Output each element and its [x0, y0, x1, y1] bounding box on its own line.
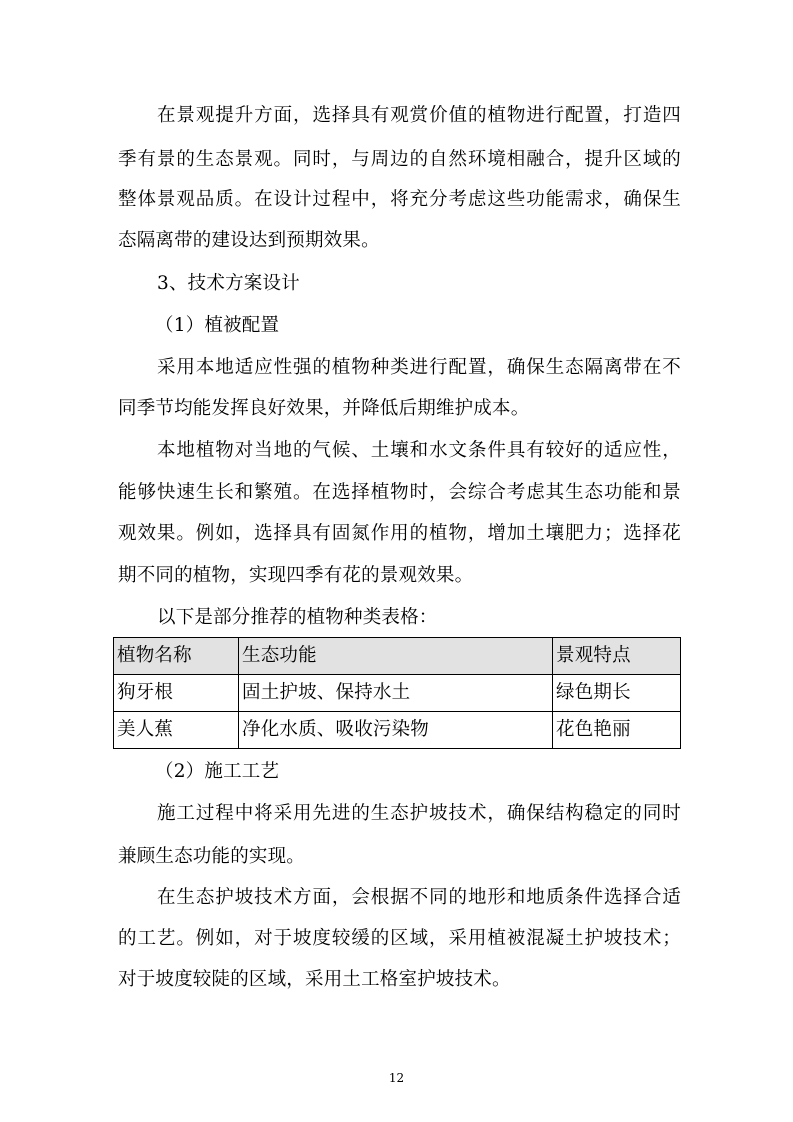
table-cell: 美人蕉: [114, 712, 239, 749]
table-cell: 固土护坡、保持水土: [239, 675, 553, 712]
paragraph-line: 兼顾生态功能的实现。: [118, 846, 306, 867]
table-header-cell: 景观特点: [553, 638, 681, 675]
paragraph-line: 在生态护坡技术方面，会根据不同的地形和地质条件选择合适: [157, 887, 681, 908]
paragraph-line: 态隔离带的建设达到预期效果。: [118, 230, 380, 251]
table-header-row: [114, 638, 681, 675]
table-cell: 狗牙根: [114, 675, 239, 712]
table-row: [114, 712, 681, 749]
paragraph-line: 施工过程中将采用先进的生态护坡技术，确保结构稳定的同时: [157, 803, 681, 824]
table-header-cell: 植物名称: [114, 638, 239, 675]
paragraph-line: 的工艺。例如，对于坡度较缓的区域，采用植被混凝土护坡技术；: [118, 928, 681, 949]
paragraph-line: 观效果。例如，选择具有固氮作用的植物，增加土壤肥力；选择花: [118, 523, 681, 544]
paragraph-line: 采用本地适应性强的植物种类进行配置，确保生态隔离带在不: [157, 357, 681, 378]
table-cell: 花色艳丽: [553, 712, 681, 749]
plant-species-table: [113, 637, 681, 749]
paragraph-line: 能够快速生长和繁殖。在选择植物时，会综合考虑其生态功能和景: [118, 482, 681, 503]
table-caption: 以下是部分推荐的植物种类表格：: [157, 607, 438, 628]
paragraph-line: 对于坡度较陡的区域，采用土工格室护坡技术。: [118, 969, 511, 990]
paragraph-line: 同季节均能发挥良好效果，并降低后期维护成本。: [118, 398, 530, 419]
subsection-heading: （2）施工工艺: [155, 761, 280, 782]
table-header-cell: 生态功能: [239, 638, 553, 675]
subsection-heading: （1）植被配置: [155, 315, 280, 336]
paragraph-line: 在景观提升方面，选择具有观赏价值的植物进行配置，打造四: [157, 105, 681, 126]
paragraph-line: 本地植物对当地的气候、土壤和水文条件具有较好的适应性，: [157, 440, 681, 461]
paragraph-line: 季有景的生态景观。同时，与周边的自然环境相融合，提升区域的: [118, 149, 681, 170]
page-number: 12: [388, 1071, 405, 1085]
table-row: [114, 675, 681, 712]
paragraph-line: 整体景观品质。在设计过程中，将充分考虑这些功能需求，确保生: [118, 189, 681, 210]
table-cell: 绿色期长: [553, 675, 681, 712]
table-cell: 净化水质、吸收污染物: [239, 712, 553, 749]
section-heading: 3、技术方案设计: [157, 273, 300, 294]
paragraph-line: 期不同的植物，实现四季有花的景观效果。: [118, 565, 474, 586]
